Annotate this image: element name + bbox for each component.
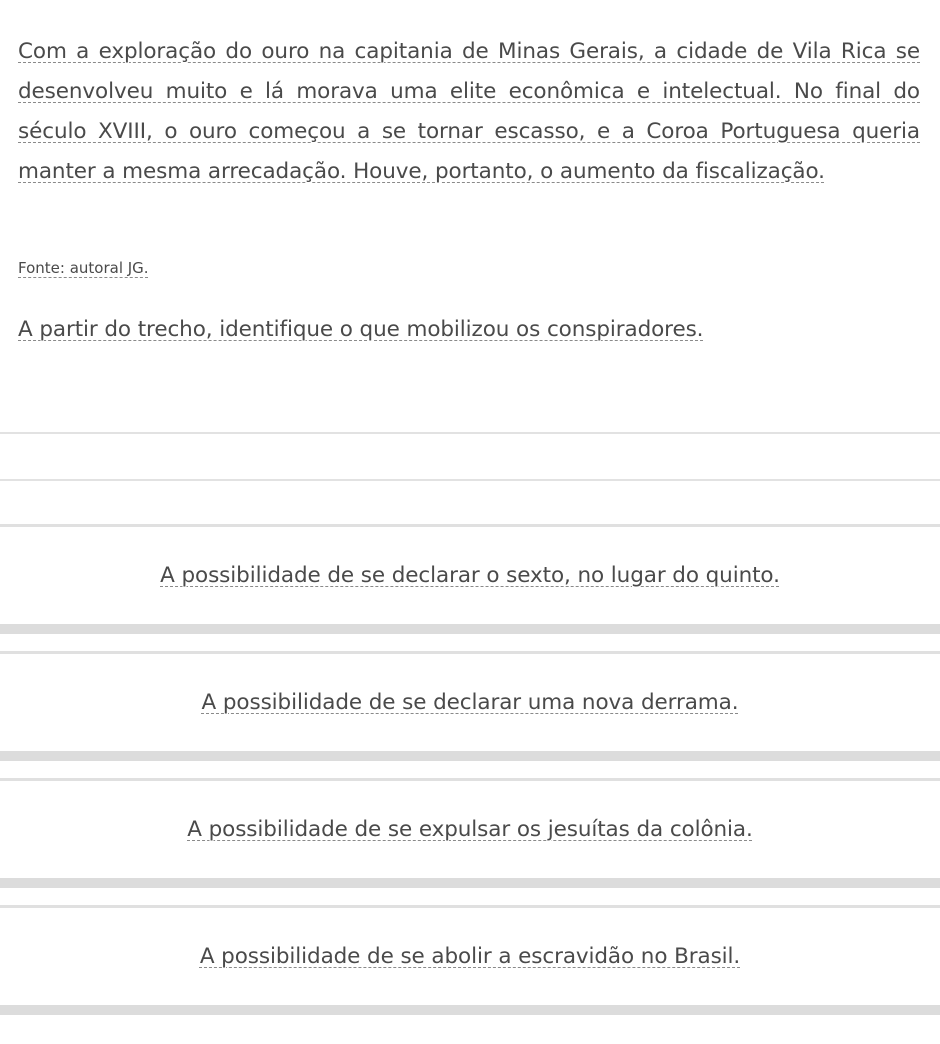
answer-line-1 (0, 432, 940, 434)
answer-option-1[interactable] (0, 524, 940, 634)
answer-option-2[interactable] (0, 651, 940, 761)
answer-option-3-label: A possibilidade de se expulsar os jesuítas da colônia. (187, 816, 753, 842)
answer-option-4-label: A possibilidade de se abolir a escravidão no Brasil. (199, 943, 741, 969)
question-prompt: A partir do trecho, identifique o que mobilizou os conspiradores. (18, 317, 704, 342)
answer-option-1-label: A possibilidade de se declarar o sexto, no lugar do quinto. (160, 562, 780, 588)
source-citation: Fonte: autoral JG. (18, 259, 149, 277)
answer-options-list (0, 524, 940, 1032)
answer-option-2-label: A possibilidade de se declarar uma nova derrama. (201, 689, 739, 715)
passage-text: Com a exploração do ouro na capitania de Minas Gerais, a cidade de Vila Rica se desenvolveu muito e lá morava uma elite econômica e intelectual. No final do século XVIII, o ouro começou a se tornar escasso, e a Coroa Portuguesa queria manter a mesma arrecadação. Houve, portanto, o aumento da fiscalização. (18, 39, 920, 184)
answer-option-3[interactable] (0, 778, 940, 888)
answer-option-4[interactable] (0, 905, 940, 1015)
answer-line-2 (0, 479, 940, 481)
